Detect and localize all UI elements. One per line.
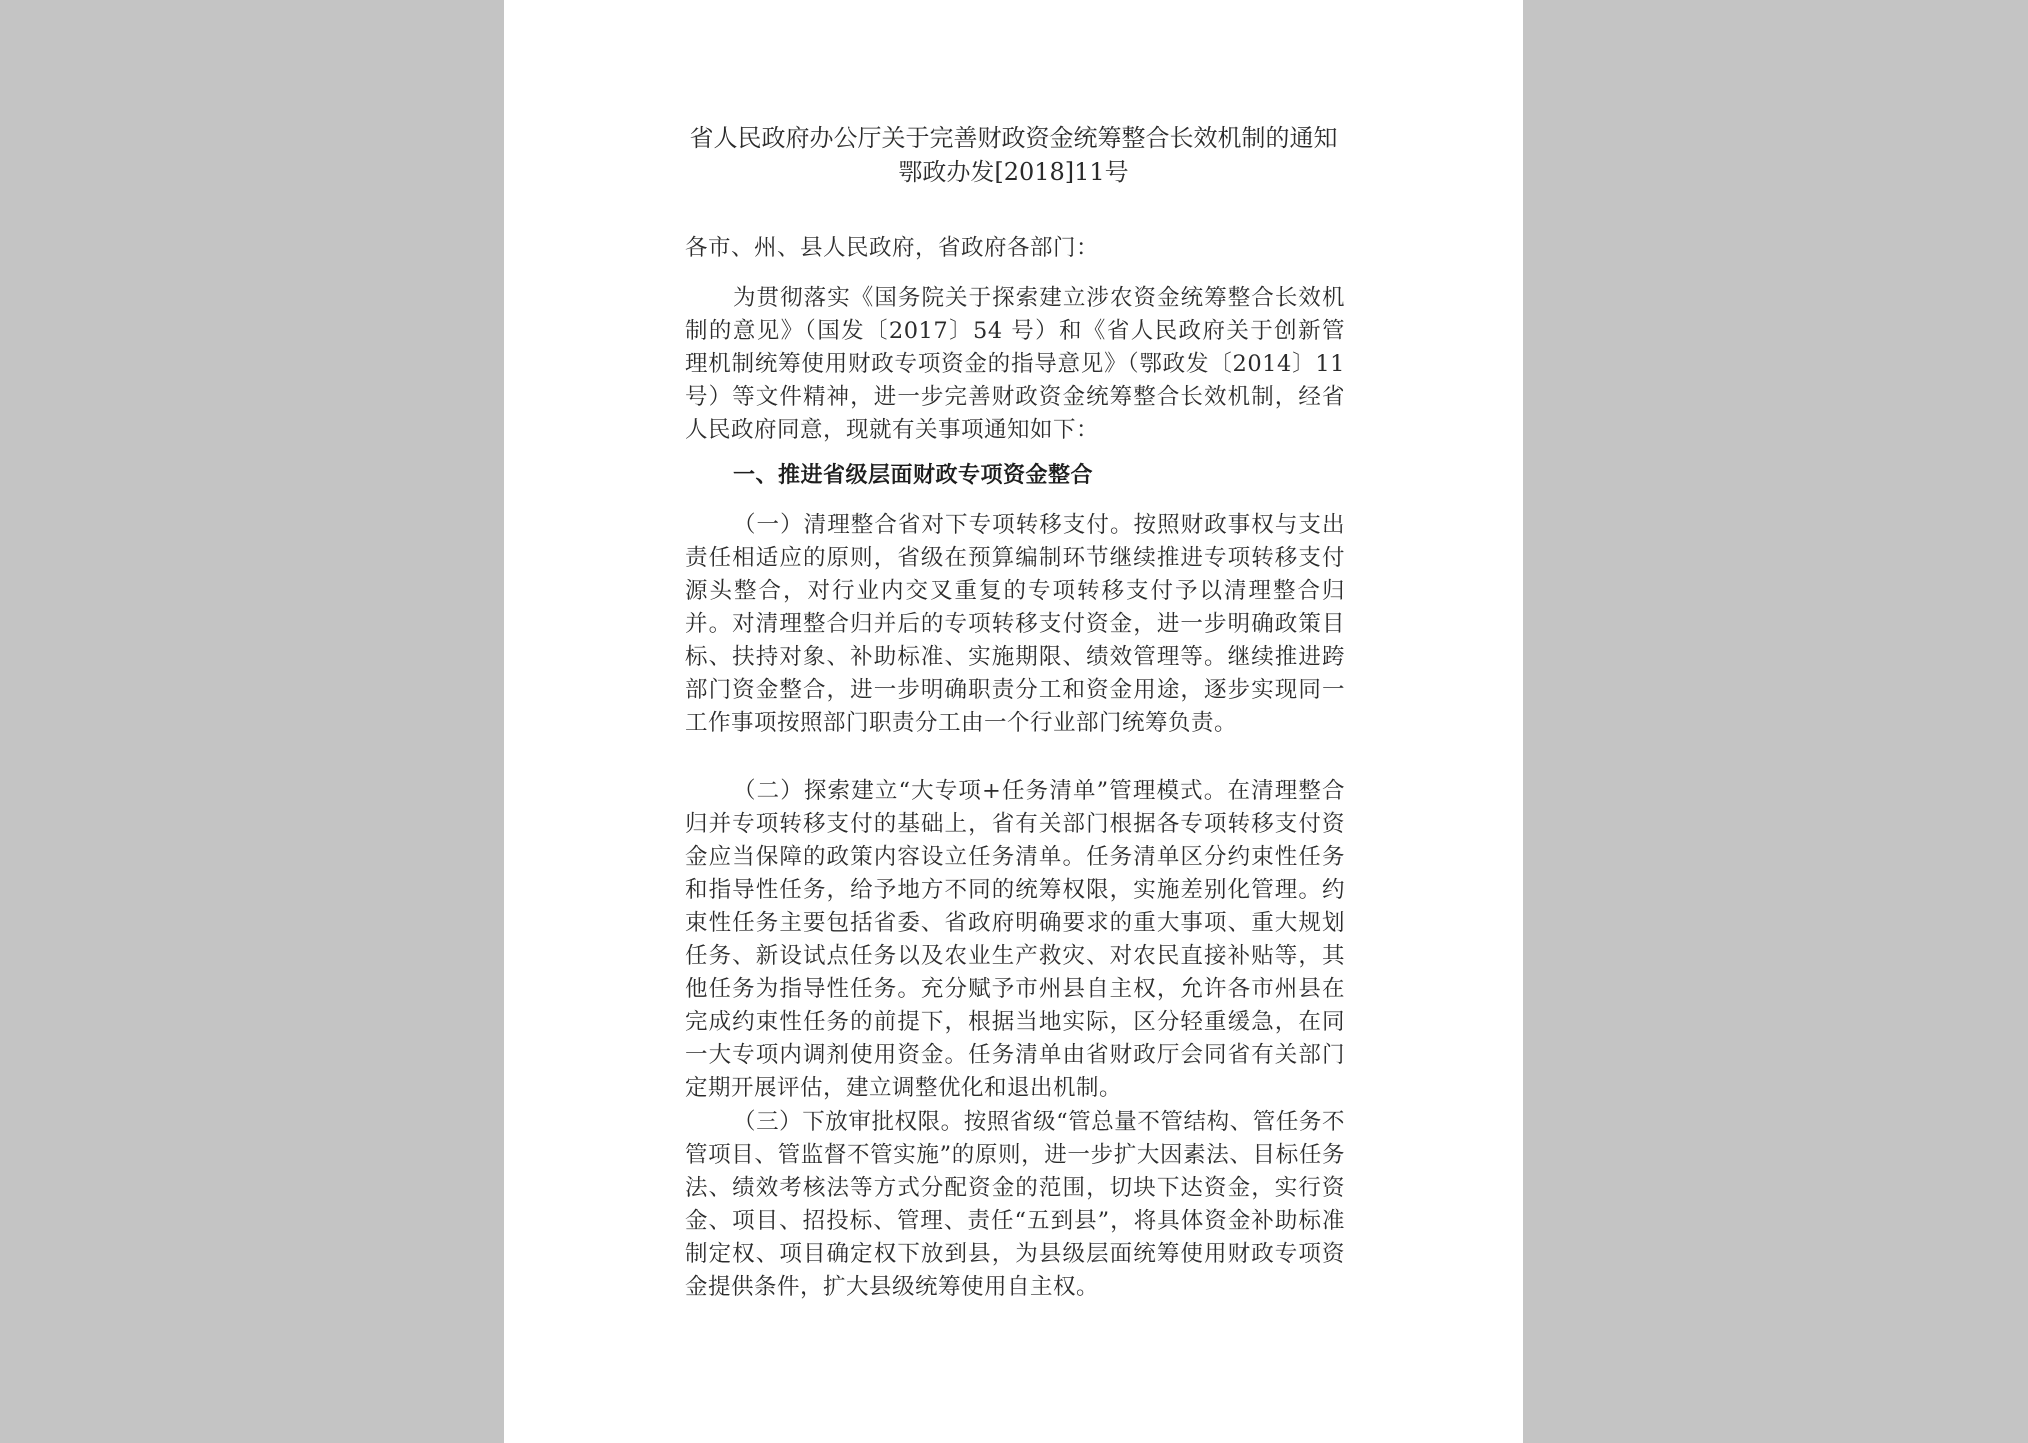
document-number: 鄂政办发[2018]11号 <box>898 158 1129 186</box>
intro-block <box>685 282 1345 447</box>
section-heading-block <box>685 459 1345 492</box>
section-1-item-3-block <box>685 1106 1345 1304</box>
salutation-block <box>685 232 1345 265</box>
section-1-heading: 一、推进省级层面财政专项资金整合 <box>733 463 1094 488</box>
section-1-item-2-block <box>685 775 1345 1105</box>
intro-paragraph: 为贯彻落实《国务院关于探索建立涉农资金统筹整合长效机制的意见》（国发〔2017〕54 号）和《省人民政府关于创新管理机制统筹使用财政专项资金的指导意见》（鄂政发〔2014〕11 号）等文件精神，进一步完善财政资金统筹整合长效机制，经省人民政府同意，现就有关事项通知如下： <box>685 285 1345 443</box>
document-page <box>504 0 1523 1443</box>
section-1-item-1-block <box>685 509 1345 740</box>
section-1-paragraph-3: （三）下放审批权限。按照省级“管总量不管结构、管任务不管项目、管监督不管实施”的原则，进一步扩大因素法、目标任务法、绩效考核法等方式分配资金的范围，切块下达资金，实行资金、项目、招投标、管理、责任“五到县”，将具体资金补助标准制定权、项目确定权下放到县，为县级层面统筹使用财政专项资金提供条件，扩大县级统筹使用自主权。 <box>685 1109 1345 1300</box>
section-1-paragraph-2: （二）探索建立“大专项+任务清单”管理模式。在清理整合归并专项转移支付的基础上，省有关部门根据各专项转移支付资金应当保障的政策内容设立任务清单。任务清单区分约束性任务和指导性任务，给予地方不同的统筹权限，实施差别化管理。约束性任务主要包括省委、省政府明确要求的重大事项、重大规划任务、新设试点任务以及农业生产救灾、对农民直接补贴等，其他任务为指导性任务。充分赋予市州县自主权，允许各市州县在完成约束性任务的前提下，根据当地实际，区分轻重缓急，在同一大专项内调剂使用资金。任务清单由省财政厅会同省有关部门定期开展评估，建立调整优化和退出机制。 <box>685 778 1345 1101</box>
section-1-paragraph-1: （一）清理整合省对下专项转移支付。按照财政事权与支出责任相适应的原则，省级在预算编制环节继续推进专项转移支付源头整合，对行业内交叉重复的专项转移支付予以清理整合归并。对清理整合归并后的专项转移支付资金，进一步明确政策目标、扶持对象、补助标准、实施期限、绩效管理等。继续推进跨部门资金整合，进一步明确职责分工和资金用途，逐步实现同一工作事项按照部门职责分工由一个行业部门统筹负责。 <box>685 512 1345 736</box>
title-line-1: 省人民政府办公厅关于完善财政资金统筹整合长效机制的通知 <box>689 124 1338 152</box>
salutation: 各市、州、县人民政府，省政府各部门： <box>685 235 1100 261</box>
document-title <box>504 121 1523 189</box>
